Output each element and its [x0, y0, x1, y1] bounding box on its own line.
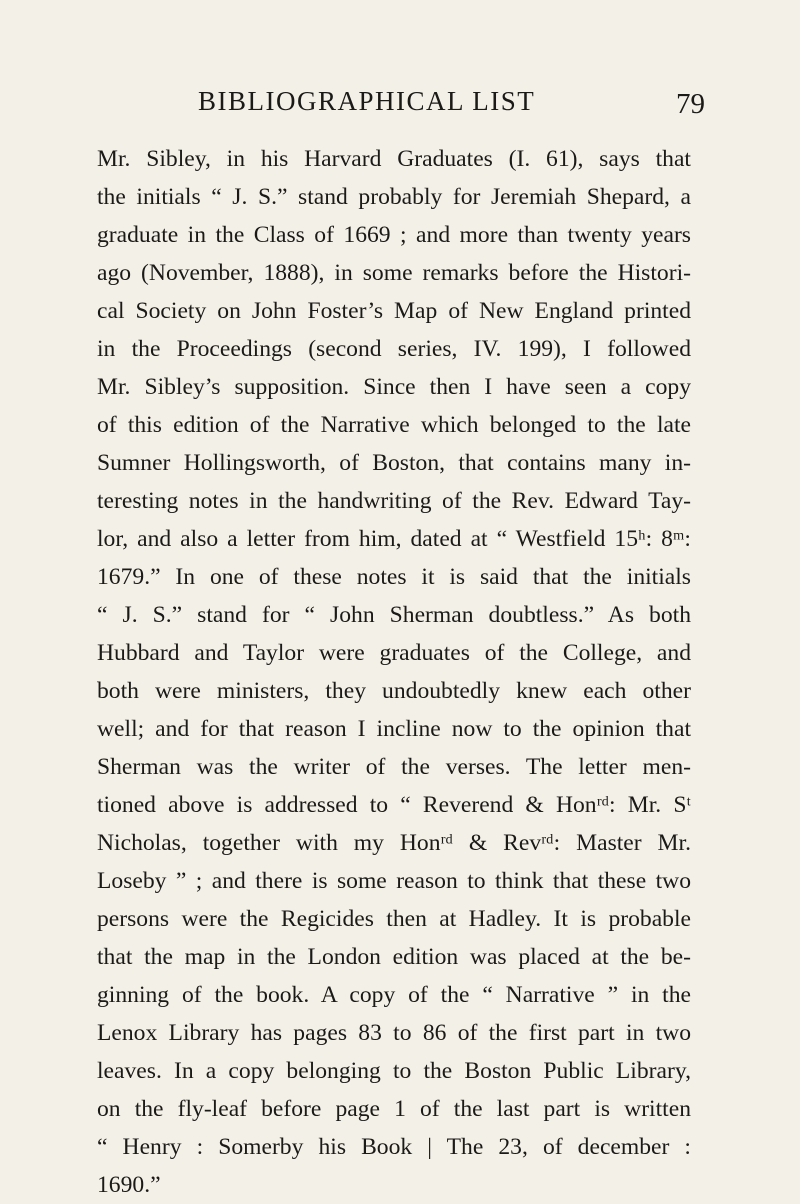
text-line: 1690.”: [97, 1172, 161, 1198]
text-line: Lenox Library has pages 83 to 86 of the first part in two: [97, 1020, 691, 1046]
running-head: BIBLIOGRAPHICAL LIST: [198, 86, 536, 116]
text-line: of this edition of the Narrative which belonged to the late: [97, 412, 691, 438]
text-line: the initials “ J. S.” stand probably for Jeremiah Shepard, a: [97, 184, 691, 210]
text-line: Hubbard and Taylor were graduates of the College, and: [97, 640, 691, 666]
page-number: 79: [676, 88, 705, 120]
text-line: well; and for that reason I incline now to the opinion that: [97, 716, 691, 742]
text-line: lor, and also a letter from him, dated at “ Westfield 15ʰ: 8ᵐ:: [97, 526, 691, 552]
text-line: leaves. In a copy belonging to the Boston Public Library,: [97, 1058, 691, 1084]
text-line: Mr. Sibley’s supposition. Since then I have seen a copy: [97, 374, 691, 400]
text-line: teresting notes in the handwriting of the Rev. Edward Tay-: [97, 488, 691, 514]
text-line: ginning of the book. A copy of the “ Narrative ” in the: [97, 982, 691, 1008]
text-line: that the map in the London edition was placed at the be-: [97, 944, 691, 970]
text-line: in the Proceedings (second series, IV. 199), I followed: [97, 336, 691, 362]
text-line: cal Society on John Foster’s Map of New England printed: [97, 298, 691, 324]
body-paragraph: [97, 140, 691, 1204]
text-line: tioned above is addressed to “ Reverend & Honʳᵈ: Mr. Sᵗ: [97, 792, 691, 818]
text-line: ago (November, 1888), in some remarks before the Histori-: [97, 260, 691, 286]
text-line: Nicholas, together with my Honʳᵈ & Revʳᵈ: Master Mr.: [97, 830, 691, 856]
text-line: “ J. S.” stand for “ John Sherman doubtless.” As both: [97, 602, 691, 628]
text-line: 1679.” In one of these notes it is said that the initials: [97, 564, 691, 590]
text-line: on the fly-leaf before page 1 of the last part is written: [97, 1096, 691, 1122]
text-line: Sumner Hollingsworth, of Boston, that contains many in-: [97, 450, 691, 476]
text-line: Loseby ” ; and there is some reason to think that these two: [97, 868, 691, 894]
text-line: Mr. Sibley, in his Harvard Graduates (I. 61), says that: [97, 146, 691, 172]
text-line: Sherman was the writer of the verses. The letter men-: [97, 754, 691, 780]
text-line: graduate in the Class of 1669 ; and more than twenty years: [97, 222, 691, 248]
text-line: both were ministers, they undoubtedly knew each other: [97, 678, 691, 704]
text-line: persons were the Regicides then at Hadley. It is probable: [97, 906, 691, 932]
text-line: “ Henry : Somerby his Book | The 23, of december :: [97, 1134, 691, 1160]
